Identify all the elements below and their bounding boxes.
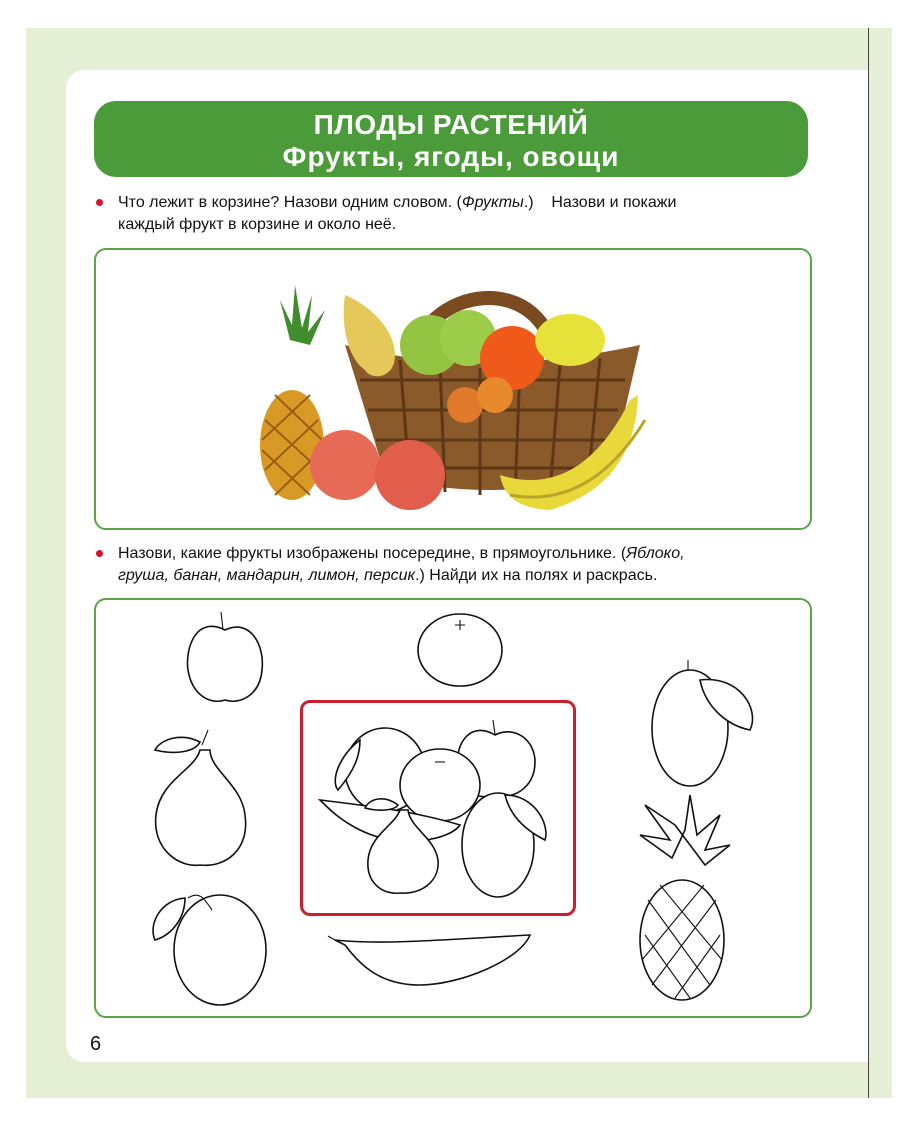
task2-line2-after: .) Найди их на полях и раскрась. (415, 567, 658, 584)
page-number: 6 (90, 1033, 102, 1055)
task1-text-before: Что лежит в корзине? Назови одним словом. ( (118, 194, 462, 211)
banana-outline (328, 935, 530, 985)
lemon-outline (652, 660, 753, 786)
fruit-basket-illustration (250, 270, 650, 520)
lemon-color-illustration (535, 314, 605, 366)
peach-color-illustration (310, 430, 380, 500)
page-subtitle: Фрукты, ягоды, овощи (282, 141, 620, 172)
task1-line2: каждый фрукт в корзине и около неё. (118, 216, 397, 233)
task2-line1-before: Назови, какие фрукты изображены посередине, в прямоугольнике. ( (118, 545, 627, 562)
task2-bullet (96, 550, 103, 557)
task1-bullet (96, 199, 103, 206)
task2-line2-answer: груша, банан, мандарин, лимон, персик (118, 567, 416, 584)
task2-instruction (118, 543, 685, 587)
tangerine-outline (418, 614, 502, 686)
pineapple-outline (640, 795, 730, 1000)
page-title: ПЛОДЫ РАСТЕНИЙ (313, 109, 589, 140)
task2-line1-answer: Яблоко, (626, 545, 685, 562)
apricot-color-illustration-2 (477, 377, 513, 413)
task1-text-after: .) Назови и покажи (523, 194, 677, 211)
book-spine-line (868, 28, 869, 1098)
task1-answer: Фрукты (461, 194, 524, 211)
peach-outline (153, 895, 266, 1005)
lemon-outline-group (462, 793, 546, 897)
title-banner (94, 101, 808, 177)
pear-outline (155, 730, 246, 865)
peach-color-illustration-2 (375, 440, 445, 510)
task1-instruction (118, 192, 676, 236)
highlighted-fruits-outlines (300, 700, 576, 916)
apple-outline (187, 612, 262, 701)
tangerine-outline-group (400, 749, 480, 821)
